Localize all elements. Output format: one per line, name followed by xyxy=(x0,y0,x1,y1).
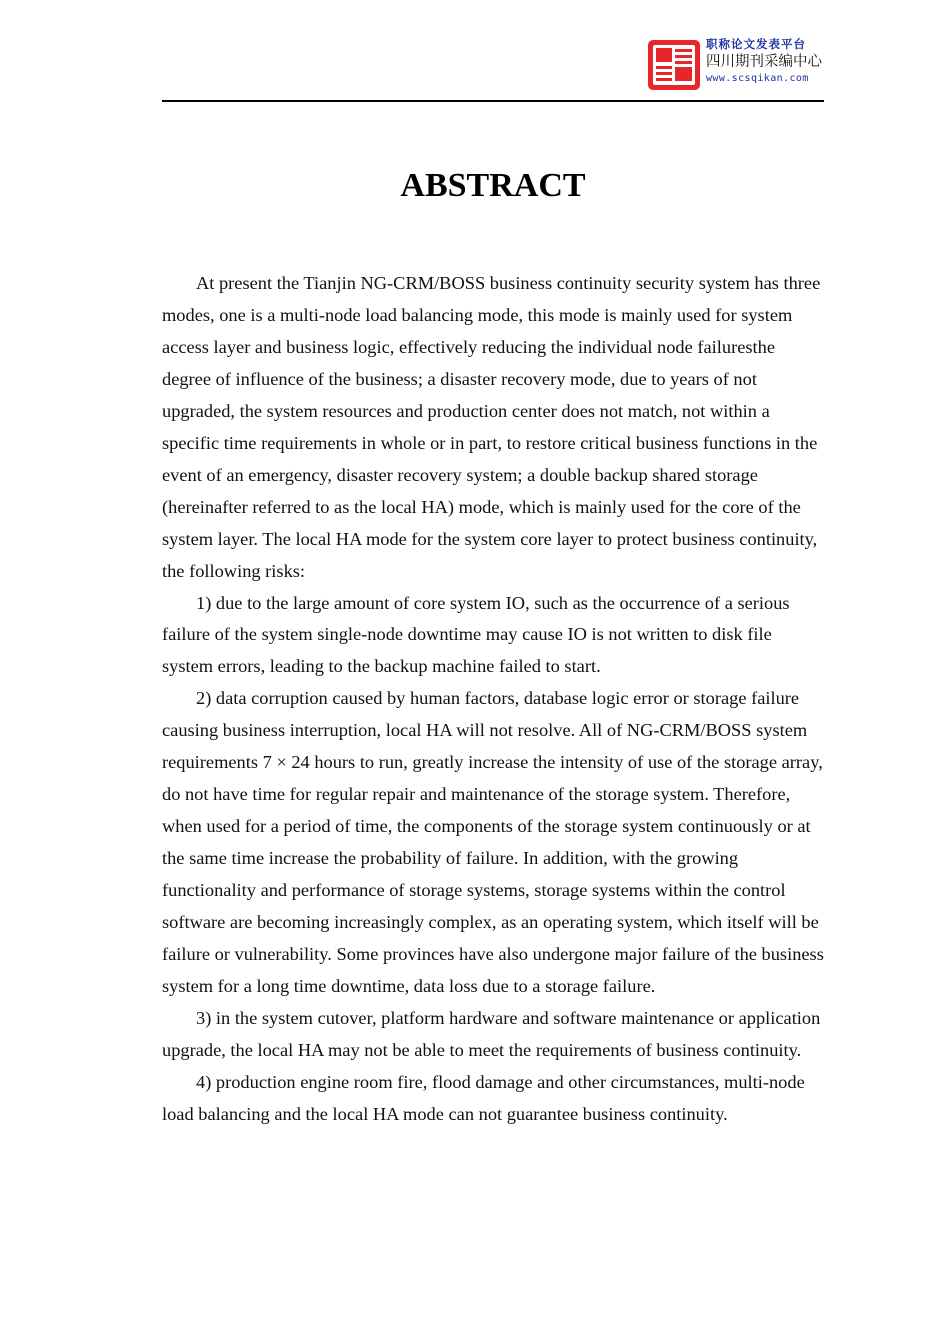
logo-slogan: 职称论文发表平台 xyxy=(706,37,806,51)
paragraph: 4) production engine room fire, flood damage and other circumstances, multi-node load balancing and the local HA mode can not guarantee business continuity. xyxy=(162,1071,805,1124)
paragraph: 2) data corruption caused by human factors, database logic error or storage failure causing business interruption, local HA will not resolve. All of NG-CRM/BOSS system requirements 7 × 24 hours to run, greatly increase the intensity of use of the storage array, do not have time for regular repair and maintenance of the storage system. Therefore, when used for a period of time, the components of the storage system continuously or at the same time increase the probability of failure. In addition, with the growing functionality and performance of storage systems, storage systems within the control software are becoming increasingly complex, as an operating system, which itself will be failure or vulnerability. Some provinces have also undergone major failure of the business system for a long time downtime, data loss due to a storage failure. xyxy=(162,688,824,996)
logo-name: 四川期刊采编中心 xyxy=(706,54,822,70)
page-title: ABSTRACT xyxy=(400,167,586,204)
paragraph: 3) in the system cutover, platform hardware and software maintenance or application upgrade, the local HA may not be able to meet the requirements of business continuity. xyxy=(162,1007,821,1060)
newspaper-icon xyxy=(648,40,700,90)
abstract-body xyxy=(162,268,825,1131)
paragraph: 1) due to the large amount of core system IO, such as the occurrence of a serious failure of the system single-node downtime may cause IO is not written to disk file system errors, leading to the backup machine failed to start. xyxy=(162,592,790,677)
header-divider xyxy=(162,100,824,102)
paragraph: At present the Tianjin NG-CRM/BOSS business continuity security system has three modes, one is a multi-node load balancing mode, this mode is mainly used for system access layer and business logic, effectively reducing the individual node failuresthe degree of influence of the business; a disaster recovery mode, due to years of not upgraded, the system resources and production center does not match, not within a specific time requirements in whole or in part, to restore critical business functions in the event of an emergency, disaster recovery system; a double backup shared storage (hereinafter referred to as the local HA) mode, which is mainly used for the core of the system layer. The local HA mode for the system core layer to protect business continuity, the following risks: xyxy=(162,273,821,581)
logo-url[interactable]: www.scsqikan.com xyxy=(706,73,809,84)
publisher-logo[interactable] xyxy=(648,36,828,94)
